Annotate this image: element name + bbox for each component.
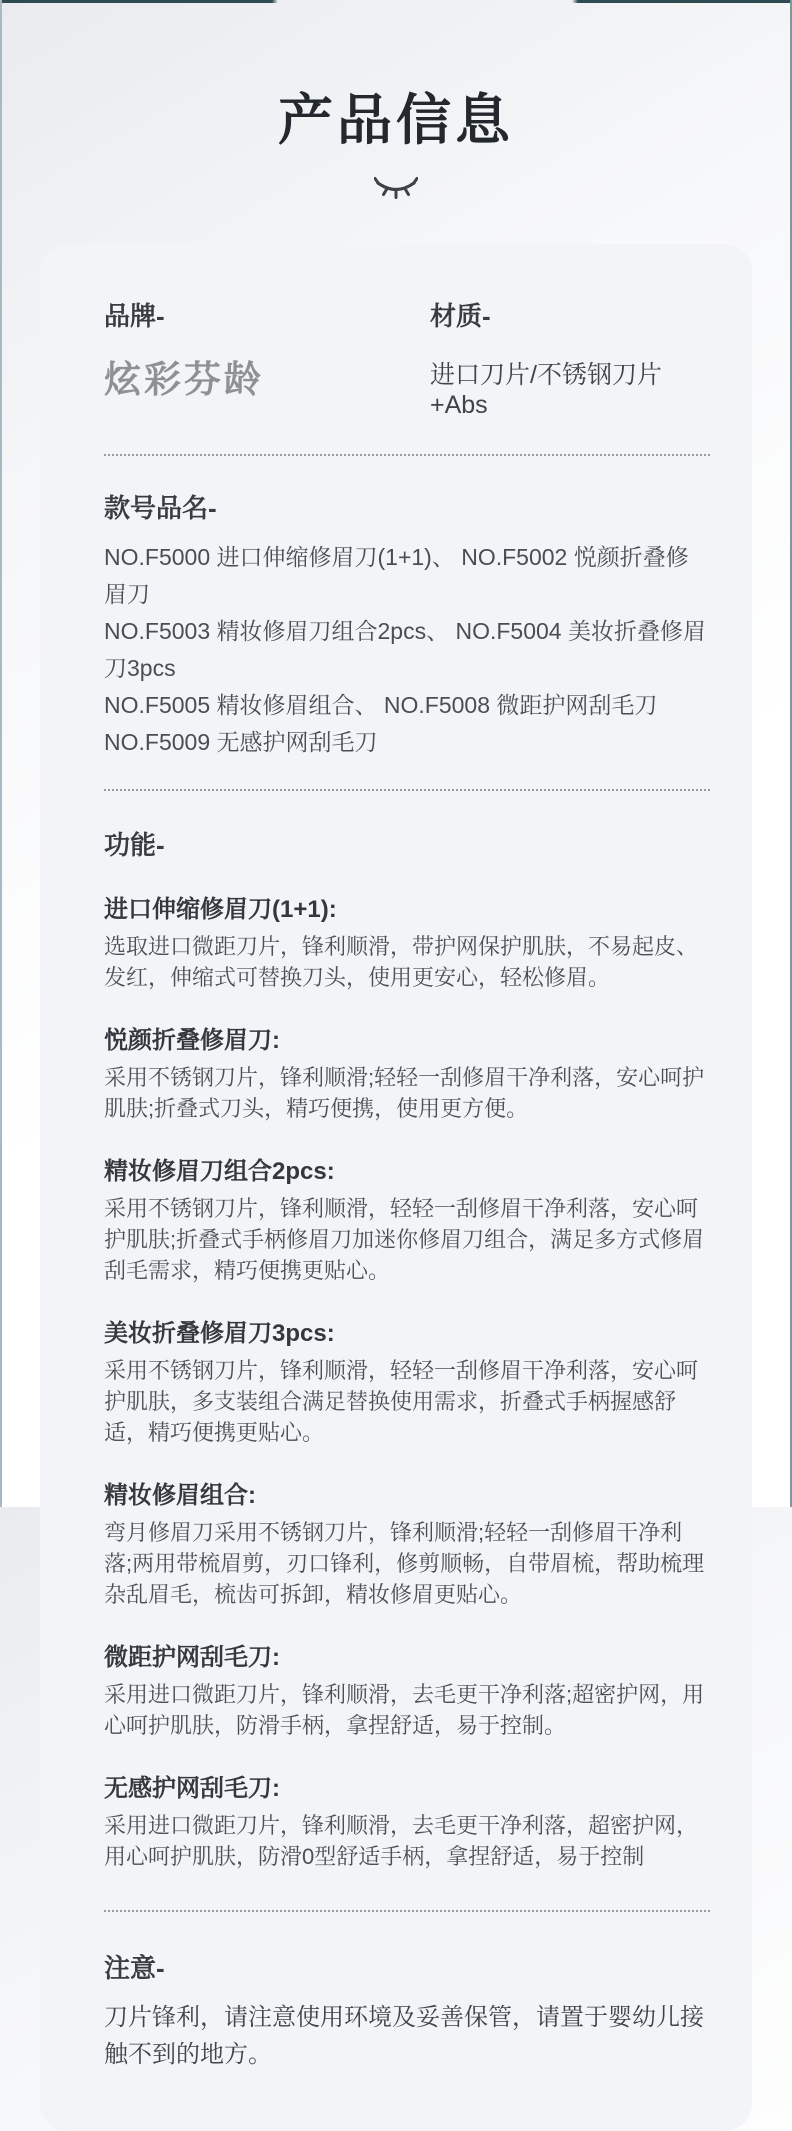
function-item bbox=[104, 1020, 710, 1124]
function-description: 采用进口微距刀片，锋利顺滑，去毛更干净利落;超密护网，用心呵护肌肤，防滑手柄，拿捏舒适，易于控制。 bbox=[104, 1682, 705, 1738]
notice-label: 注意- bbox=[104, 1953, 165, 1983]
function-description: 选取进口微距刀片，锋利顺滑，带护网保护肌肤，不易起皮、发红，伸缩式可替换刀头，使用更安心，轻松修眉。 bbox=[104, 934, 699, 990]
function-item bbox=[104, 1475, 710, 1610]
dotted-divider bbox=[104, 454, 710, 456]
model-line: NO.F5005 精妆修眉组合、 NO.F5008 微距护网刮毛刀 bbox=[104, 692, 658, 718]
function-title: 精妆修眉组合: bbox=[104, 1482, 256, 1509]
brand-material-row bbox=[104, 296, 710, 420]
function-description: 采用进口微距刀片，锋利顺滑，去毛更干净利落，超密护网，用心呵护肌肤，防滑0型舒适手柄，拿捏舒适，易于控制 bbox=[104, 1813, 699, 1869]
models-label: 款号品名- bbox=[104, 493, 217, 523]
brand-label: 品牌- bbox=[104, 301, 165, 331]
function-title: 无感护网刮毛刀: bbox=[104, 1775, 280, 1802]
model-list bbox=[104, 539, 710, 761]
section-header bbox=[0, 0, 792, 206]
material-block bbox=[430, 296, 710, 420]
page-top-edge bbox=[0, 0, 792, 3]
function-title: 美妆折叠修眉刀3pcs: bbox=[104, 1320, 335, 1347]
function-title: 精妆修眉刀组合2pcs: bbox=[104, 1158, 335, 1185]
dotted-divider bbox=[104, 1910, 710, 1912]
model-line: NO.F5000 进口伸缩修眉刀(1+1)、 NO.F5002 悦颜折叠修眉刀 bbox=[104, 544, 689, 607]
model-line: NO.F5003 精妆修眉刀组合2pcs、 NO.F5004 美妆折叠修眉刀3pcs bbox=[104, 618, 706, 681]
model-line: NO.F5009 无感护网刮毛刀 bbox=[104, 729, 378, 755]
brand-logo-text: 炫彩芬龄 bbox=[104, 359, 264, 400]
function-item bbox=[104, 1768, 710, 1872]
material-label: 材质- bbox=[430, 301, 491, 331]
function-title: 微距护网刮毛刀: bbox=[104, 1644, 280, 1671]
brand-block bbox=[104, 296, 430, 420]
functions-label: 功能- bbox=[104, 830, 165, 860]
material-value: 进口刀片/不锈钢刀片+Abs bbox=[430, 361, 662, 419]
page-left-edge bbox=[0, 0, 2, 1507]
product-info-card bbox=[40, 244, 752, 2131]
function-item bbox=[104, 889, 710, 993]
function-title: 进口伸缩修眉刀(1+1): bbox=[104, 896, 337, 923]
notice-text: 刀片锋利，请注意使用环境及妥善保管，请置于婴幼儿接触不到的地方。 bbox=[104, 2004, 704, 2068]
function-item bbox=[104, 1313, 710, 1448]
function-item bbox=[104, 1637, 710, 1741]
function-description: 采用不锈钢刀片，锋利顺滑;轻轻一刮修眉干净利落，安心呵护肌肤;折叠式刀头，精巧便携，使用更方便。 bbox=[104, 1065, 705, 1121]
dotted-divider bbox=[104, 789, 710, 791]
function-description: 采用不锈钢刀片，锋利顺滑，轻轻一刮修眉干净利落，安心呵护肌肤;折叠式手柄修眉刀加迷你修眉刀组合，满足多方式修眉刮毛需求，精巧便携更贴心。 bbox=[104, 1196, 705, 1283]
function-title: 悦颜折叠修眉刀: bbox=[104, 1027, 280, 1054]
function-description: 弯月修眉刀采用不锈钢刀片，锋利顺滑;轻轻一刮修眉干净利落;两用带梳眉剪，刃口锋利，修剪顺畅，自带眉梳，帮助梳理杂乱眉毛，梳齿可拆卸，精妆修眉更贴心。 bbox=[104, 1520, 705, 1607]
page-title: 产品信息 bbox=[277, 89, 514, 151]
function-item bbox=[104, 1151, 710, 1286]
eyelash-icon bbox=[0, 175, 792, 206]
function-description: 采用不锈钢刀片，锋利顺滑，轻轻一刮修眉干净利落，安心呵护肌肤，多支装组合满足替换使用需求，折叠式手柄握感舒适，精巧便携更贴心。 bbox=[104, 1358, 699, 1445]
